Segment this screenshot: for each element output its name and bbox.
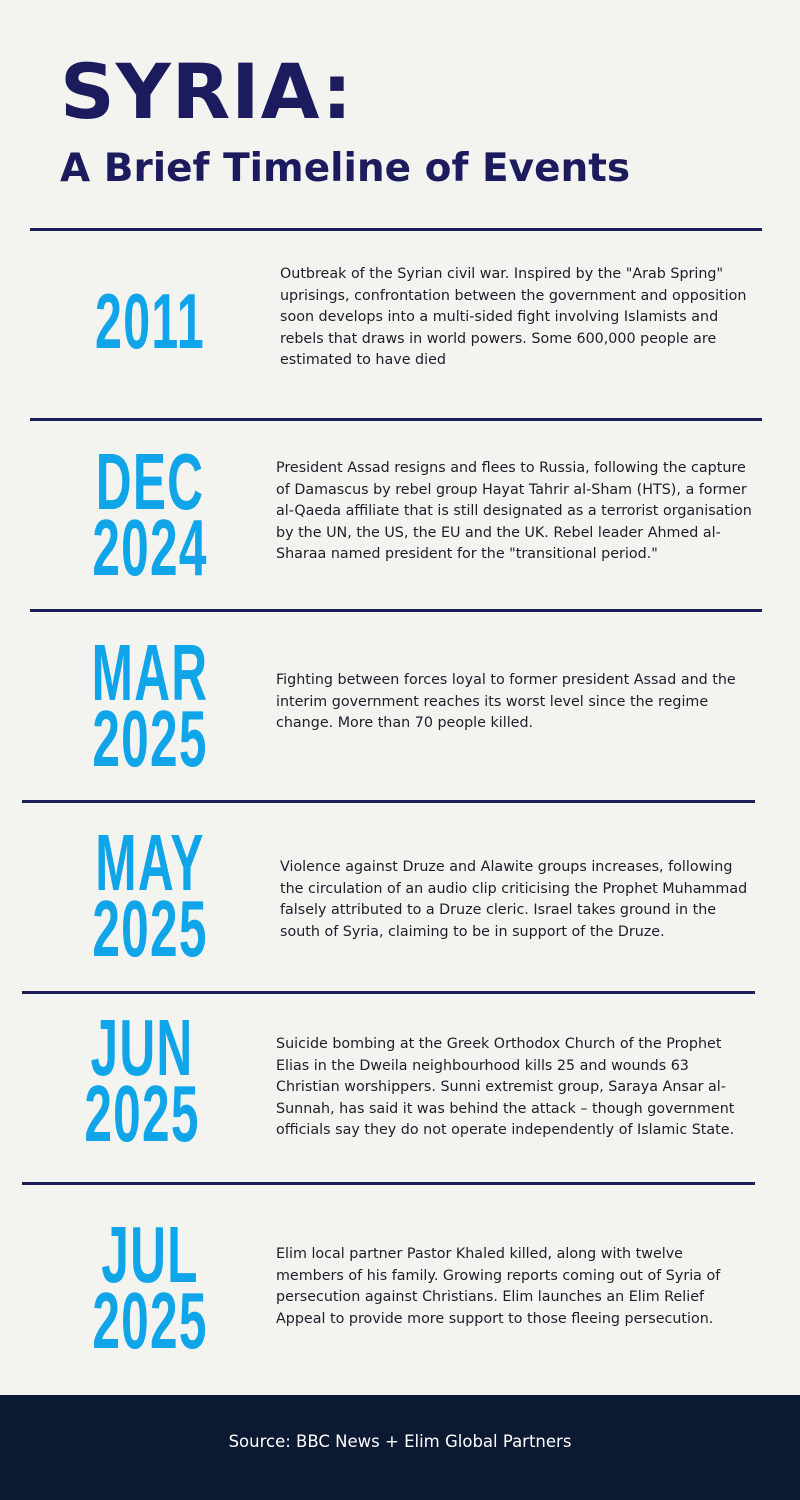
timeline-description: Fighting between forces loyal to former president Assad and the interim government reaches its worst level since the regime change. More than 70 people killed. (276, 672, 736, 731)
timeline-date (88, 628, 212, 783)
divider (30, 228, 762, 231)
timeline-date-line: JUN (90, 1003, 194, 1092)
timeline-date-line: 2024 (92, 503, 208, 592)
divider (30, 609, 762, 612)
page-subtitle: A Brief Timeline of Events (60, 146, 631, 191)
timeline-date-line: DEC (95, 437, 205, 526)
divider (22, 1182, 755, 1185)
timeline-date (88, 818, 212, 973)
divider (22, 991, 755, 994)
timeline-description: Outbreak of the Syrian civil war. Inspired by the "Arab Spring" uprisings, confrontation between the government and opposition soon develops into a multi-sided fight involving Islamists and rebels that draws in world powers. Some 600,000 people are estimated to have died (280, 266, 747, 368)
timeline-description: Violence against Druze and Alawite groups increases, following the circulation of an audio clip criticising the Prophet Muhammad falsely attributed to a Druze cleric. Israel takes ground in the south of Syria, claiming to be in support of the Druze. (280, 859, 748, 940)
timeline-date-line: 2025 (92, 694, 208, 783)
timeline-date (80, 1003, 204, 1158)
timeline-date (88, 437, 212, 592)
footer-source: Source: BBC News + Elim Global Partners (228, 1432, 572, 1451)
timeline-date-line: 2025 (92, 1276, 208, 1365)
timeline-description: Suicide bombing at the Greek Orthodox Church of the Prophet Elias in the Dweila neighbourhood kills 25 and wounds 63 Christian worshippers. Sunni extremist group, Saraya Ansar al-Sunnah, has said it was behind the attack – though government officials say they do not operate independently of Islamic State. (276, 1036, 735, 1138)
timeline-date (88, 1210, 212, 1365)
page-title: SYRIA: (60, 47, 354, 136)
timeline-date-line: JUL (101, 1210, 199, 1299)
timeline-description: President Assad resigns and flees to Russia, following the capture of Damascus by rebel group Hayat Tahrir al-Sham (HTS), a former al-Qaeda affiliate that is still designated as a terrorist organisation by the UN, the US, the EU and the UK. Rebel leader Ahmed al-Sharaa named president for the "transitional period." (276, 460, 752, 562)
timeline-date-line: 2025 (92, 884, 208, 973)
timeline-date (88, 277, 212, 365)
timeline-date-line: 2025 (84, 1069, 200, 1158)
divider (30, 418, 762, 421)
timeline-date-line: MAY (95, 818, 205, 907)
timeline-date-line: MAR (91, 628, 209, 717)
timeline-date-line: 2011 (95, 277, 205, 365)
divider (22, 800, 755, 803)
timeline-description: Elim local partner Pastor Khaled killed, along with twelve members of his family. Growing reports coming out of Syria of persecution against Christians. Elim launches an Elim Relief Appeal to provide more support to those fleeing persecution. (276, 1246, 721, 1327)
